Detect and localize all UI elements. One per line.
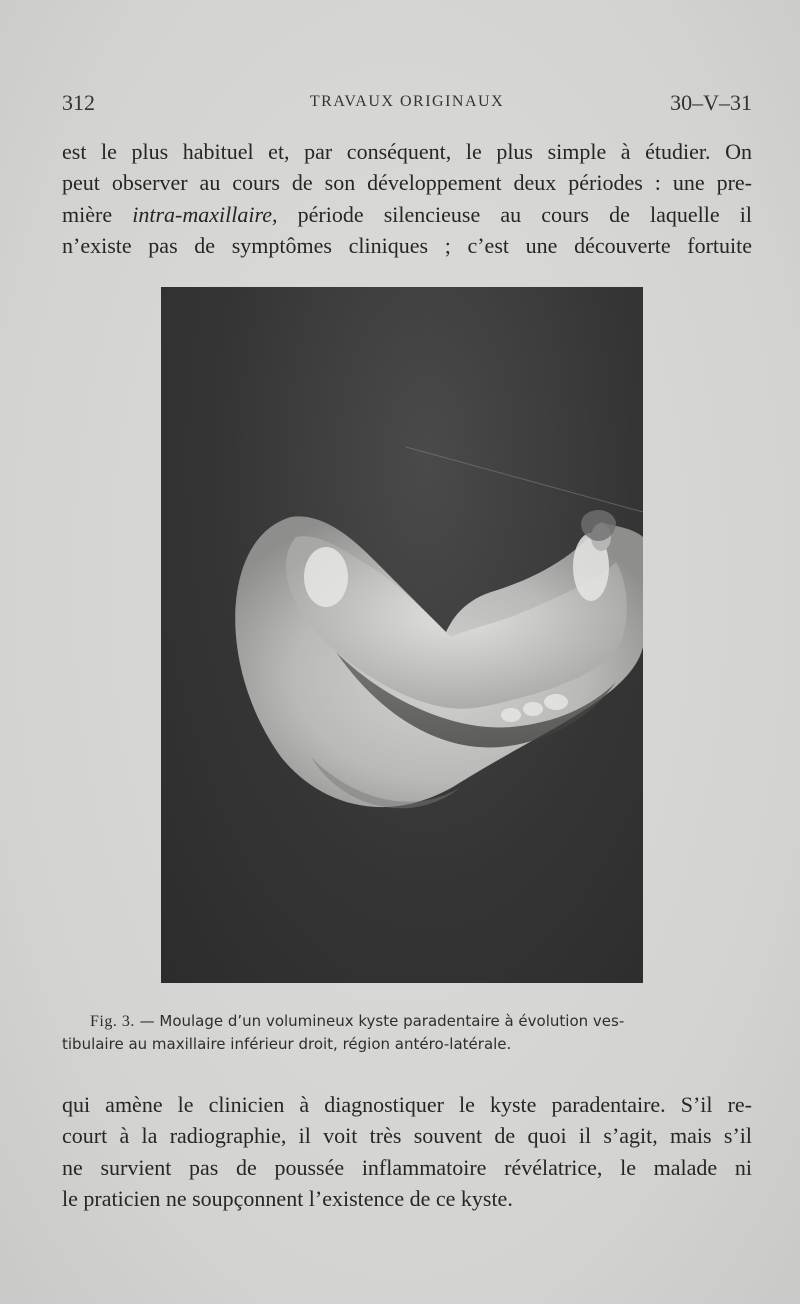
body-paragraph-top — [62, 136, 752, 261]
text-line: peut observer au cours de son développement deux périodes : une pre- — [62, 170, 752, 196]
text-line: n’existe pas de symptômes cliniques ; c’est une découverte fortuite — [62, 232, 752, 258]
scratch-line — [406, 447, 643, 512]
text-line: ne survient pas de poussée inflammatoire révélatrice, le malade ni — [62, 1154, 752, 1180]
page-number: 312 — [62, 90, 95, 115]
caption-line — [62, 1010, 752, 1033]
figure-label: Fig. 3. — [90, 1013, 135, 1030]
text-line-with-italic — [62, 199, 752, 230]
text-fragment: période silencieuse au cours de laquelle il — [277, 201, 752, 227]
dental-cast-image — [161, 287, 643, 983]
issue-date: 30–V–31 — [670, 90, 752, 115]
caption-text: — Moulage d’un volumineux kyste paradentaire à évolution ves- — [134, 1012, 625, 1030]
text-fragment: mière — [62, 201, 133, 227]
running-title: TRAVAUX ORIGINAUX — [309, 93, 505, 110]
text-line: est le plus habituel et, par conséquent, le plus simple à étudier. On — [62, 139, 752, 164]
figure-photograph — [161, 287, 643, 983]
italic-term: intra-maxillaire, — [132, 201, 278, 227]
text-line: le praticien ne soupçonnent l’existence de ce kyste. — [62, 1185, 513, 1211]
caption-line: tibulaire au maxillaire inférieur droit, région antéro-latérale. — [62, 1035, 512, 1053]
page-header — [62, 90, 752, 116]
figure-caption — [62, 1010, 752, 1056]
text-line: court à la radiographie, il voit très souvent de quoi il s’agit, mais s’il — [62, 1123, 752, 1149]
text-line: qui amène le clinicien à diagnostiquer le kyste paradentaire. S’il re- — [62, 1092, 752, 1117]
body-paragraph-bottom — [62, 1089, 752, 1214]
